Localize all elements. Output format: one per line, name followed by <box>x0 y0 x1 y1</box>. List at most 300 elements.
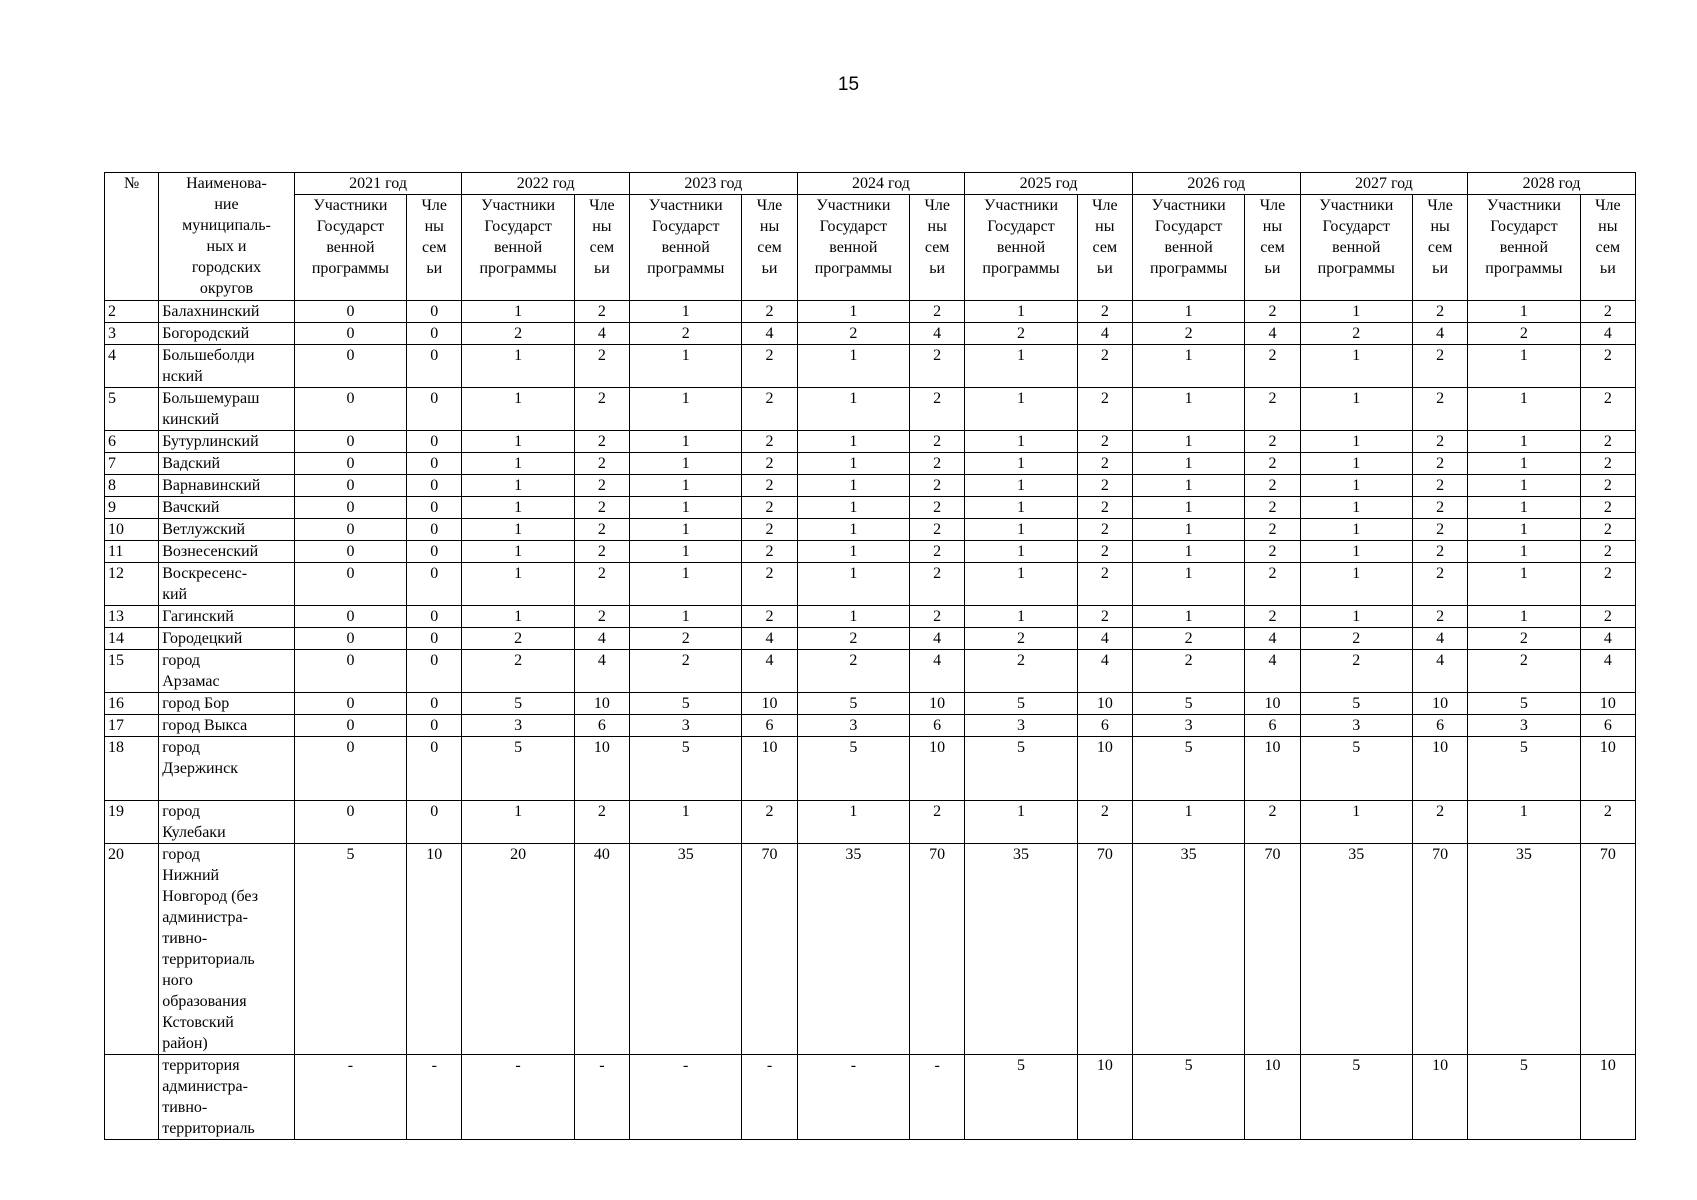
family-value: 0 <box>407 563 462 606</box>
participants-value: 0 <box>294 715 406 737</box>
participants-value: 0 <box>294 301 406 323</box>
participants-value: 1 <box>797 563 909 606</box>
participants-value: 1 <box>1132 801 1244 844</box>
table-row <box>105 801 1636 844</box>
participants-value: 1 <box>1468 606 1580 628</box>
family-value: 2 <box>1245 431 1300 453</box>
family-value: 4 <box>1077 628 1132 650</box>
participants-value: 2 <box>1132 628 1244 650</box>
participants-value: 1 <box>797 453 909 475</box>
participants-value: - <box>797 1055 909 1140</box>
participants-value: 1 <box>462 475 574 497</box>
participants-value: 1 <box>1300 453 1412 475</box>
family-value: 70 <box>1580 844 1635 1055</box>
table-row <box>105 628 1636 650</box>
participants-value: 1 <box>797 541 909 563</box>
row-number: 12 <box>105 563 159 606</box>
participants-value: 3 <box>1468 715 1580 737</box>
participants-value: 1 <box>965 345 1077 388</box>
participants-value: 1 <box>630 388 742 431</box>
participants-value: 1 <box>630 497 742 519</box>
column-header-participants: Участники Государст венной программы <box>630 195 742 301</box>
table-row <box>105 301 1636 323</box>
family-value: 2 <box>910 388 965 431</box>
table-row <box>105 497 1636 519</box>
family-value: 0 <box>407 453 462 475</box>
row-number: 17 <box>105 715 159 737</box>
family-value: 2 <box>1077 475 1132 497</box>
participants-value: 1 <box>1300 301 1412 323</box>
family-value: 2 <box>1413 801 1468 844</box>
family-value: 4 <box>742 323 797 345</box>
family-value: 2 <box>574 431 629 453</box>
column-header-participants: Участники Государст венной программы <box>462 195 574 301</box>
family-value: 2 <box>742 453 797 475</box>
table-row <box>105 715 1636 737</box>
participants-value: 5 <box>462 737 574 801</box>
participants-value: 1 <box>1132 345 1244 388</box>
municipal-participants-table <box>104 172 1636 1140</box>
family-value: 2 <box>1580 475 1635 497</box>
municipality-name: Вачский <box>159 497 295 519</box>
participants-value: 5 <box>1300 693 1412 715</box>
participants-value: 2 <box>1468 628 1580 650</box>
row-number: 19 <box>105 801 159 844</box>
participants-value: 2 <box>630 323 742 345</box>
participants-value: 5 <box>965 693 1077 715</box>
family-value: 4 <box>1077 323 1132 345</box>
participants-value: 1 <box>1468 431 1580 453</box>
row-number: 10 <box>105 519 159 541</box>
family-value: 2 <box>1580 453 1635 475</box>
participants-value: 2 <box>462 323 574 345</box>
participants-value: 5 <box>462 693 574 715</box>
participants-value: 1 <box>965 497 1077 519</box>
participants-value: 1 <box>965 475 1077 497</box>
family-value: 10 <box>1077 693 1132 715</box>
participants-value: 5 <box>630 693 742 715</box>
family-value: 2 <box>1580 431 1635 453</box>
family-value: 4 <box>1245 323 1300 345</box>
family-value: 4 <box>1077 650 1132 693</box>
family-value: 2 <box>1245 563 1300 606</box>
family-value: 2 <box>1245 301 1300 323</box>
participants-value: 2 <box>797 628 909 650</box>
municipality-name: Вадский <box>159 453 295 475</box>
family-value: 10 <box>574 737 629 801</box>
participants-value: 1 <box>462 541 574 563</box>
municipality-name: Богородский <box>159 323 295 345</box>
column-header-year: 2028 год <box>1468 173 1636 195</box>
family-value: 4 <box>910 650 965 693</box>
family-value: 0 <box>407 519 462 541</box>
municipality-name: Большеболди нский <box>159 345 295 388</box>
family-value: 2 <box>1413 453 1468 475</box>
family-value: 0 <box>407 323 462 345</box>
family-value: 2 <box>1245 388 1300 431</box>
family-value: 2 <box>1413 301 1468 323</box>
family-value: 2 <box>574 497 629 519</box>
participants-value: 0 <box>294 497 406 519</box>
family-value: 2 <box>1413 388 1468 431</box>
participants-value: 1 <box>462 519 574 541</box>
participants-value: 5 <box>1468 1055 1580 1140</box>
participants-value: 1 <box>1132 519 1244 541</box>
family-value: 2 <box>1077 606 1132 628</box>
family-value: 0 <box>407 715 462 737</box>
participants-value: 1 <box>797 475 909 497</box>
column-header-participants: Участники Государст венной программы <box>1132 195 1244 301</box>
family-value: 4 <box>910 628 965 650</box>
family-value: 2 <box>574 519 629 541</box>
row-number: 6 <box>105 431 159 453</box>
family-value: 2 <box>1580 541 1635 563</box>
column-header-year: 2027 год <box>1300 173 1468 195</box>
family-value: 0 <box>407 541 462 563</box>
family-value: 40 <box>574 844 629 1055</box>
row-number: 20 <box>105 844 159 1055</box>
participants-value: 2 <box>965 628 1077 650</box>
family-value: 10 <box>910 693 965 715</box>
family-value: 2 <box>1245 541 1300 563</box>
family-value: 2 <box>742 801 797 844</box>
family-value: - <box>407 1055 462 1140</box>
family-value: 2 <box>1077 541 1132 563</box>
family-value: 10 <box>1245 737 1300 801</box>
participants-value: 1 <box>630 519 742 541</box>
participants-value: 5 <box>1468 737 1580 801</box>
family-value: 10 <box>742 693 797 715</box>
column-header-family: Чле ны сем ьи <box>574 195 629 301</box>
family-value: 2 <box>910 345 965 388</box>
family-value: 10 <box>1580 737 1635 801</box>
participants-value: 0 <box>294 801 406 844</box>
family-value: 4 <box>1245 650 1300 693</box>
participants-value: 1 <box>1468 541 1580 563</box>
family-value: - <box>910 1055 965 1140</box>
row-number: 4 <box>105 345 159 388</box>
family-value: 2 <box>1077 388 1132 431</box>
family-value: 4 <box>1413 650 1468 693</box>
row-number: 9 <box>105 497 159 519</box>
participants-value: 1 <box>797 606 909 628</box>
participants-value: 1 <box>630 345 742 388</box>
participants-value: 5 <box>1300 737 1412 801</box>
column-header-participants: Участники Государст венной программы <box>1300 195 1412 301</box>
family-value: 2 <box>742 345 797 388</box>
family-value: 2 <box>1077 563 1132 606</box>
family-value: 2 <box>1413 497 1468 519</box>
family-value: 10 <box>1077 1055 1132 1140</box>
family-value: 10 <box>1413 693 1468 715</box>
participants-value: 1 <box>1132 497 1244 519</box>
municipality-name: Балахнинский <box>159 301 295 323</box>
family-value: 2 <box>1077 519 1132 541</box>
column-header-participants: Участники Государст венной программы <box>294 195 406 301</box>
participants-value: 35 <box>630 844 742 1055</box>
participants-value: 1 <box>1132 475 1244 497</box>
column-header-family: Чле ны сем ьи <box>742 195 797 301</box>
participants-value: 1 <box>965 541 1077 563</box>
family-value: 2 <box>742 431 797 453</box>
family-value: 2 <box>1580 345 1635 388</box>
column-header-year: 2026 год <box>1132 173 1300 195</box>
participants-value: 1 <box>1300 431 1412 453</box>
column-header-year: 2022 год <box>462 173 630 195</box>
participants-value: 1 <box>1132 563 1244 606</box>
municipality-name: Воскресенс- кий <box>159 563 295 606</box>
participants-value: 0 <box>294 475 406 497</box>
participants-value: 0 <box>294 431 406 453</box>
family-value: - <box>574 1055 629 1140</box>
family-value: 2 <box>1580 301 1635 323</box>
municipality-name: город Выкса <box>159 715 295 737</box>
participants-value: 2 <box>630 650 742 693</box>
family-value: 0 <box>407 301 462 323</box>
family-value: 0 <box>407 345 462 388</box>
participants-value: 2 <box>1300 323 1412 345</box>
participants-value: 1 <box>1468 801 1580 844</box>
participants-value: 1 <box>797 801 909 844</box>
participants-value: 1 <box>797 497 909 519</box>
family-value: 2 <box>574 453 629 475</box>
participants-value: 1 <box>1468 563 1580 606</box>
participants-value: 1 <box>462 345 574 388</box>
participants-value: 1 <box>1132 541 1244 563</box>
family-value: 2 <box>1077 301 1132 323</box>
family-value: 70 <box>742 844 797 1055</box>
family-value: 2 <box>1245 345 1300 388</box>
row-number: 8 <box>105 475 159 497</box>
family-value: 10 <box>1580 1055 1635 1140</box>
participants-value: 1 <box>630 475 742 497</box>
participants-value: 1 <box>1468 345 1580 388</box>
family-value: 2 <box>1413 606 1468 628</box>
participants-value: 1 <box>462 388 574 431</box>
table-row <box>105 737 1636 801</box>
participants-value: 1 <box>1300 801 1412 844</box>
family-value: 2 <box>910 541 965 563</box>
family-value: 2 <box>910 563 965 606</box>
family-value: 2 <box>910 431 965 453</box>
family-value: 2 <box>1580 388 1635 431</box>
family-value: 2 <box>1580 519 1635 541</box>
family-value: 2 <box>574 541 629 563</box>
family-value: 10 <box>1245 1055 1300 1140</box>
participants-value: 1 <box>1132 301 1244 323</box>
family-value: 4 <box>1245 628 1300 650</box>
municipality-name: Вознесенский <box>159 541 295 563</box>
family-value: 2 <box>1245 475 1300 497</box>
family-value: 4 <box>910 323 965 345</box>
family-value: 70 <box>1077 844 1132 1055</box>
participants-value: 2 <box>462 650 574 693</box>
participants-value: 2 <box>1132 323 1244 345</box>
table-row <box>105 453 1636 475</box>
participants-value: 2 <box>1468 323 1580 345</box>
participants-value: 1 <box>1300 563 1412 606</box>
table-row <box>105 431 1636 453</box>
family-value: 2 <box>910 801 965 844</box>
participants-value: 0 <box>294 563 406 606</box>
row-number: 3 <box>105 323 159 345</box>
family-value: 10 <box>1077 737 1132 801</box>
table-row <box>105 541 1636 563</box>
family-value: 2 <box>1245 519 1300 541</box>
municipality-name: город Нижний Новгород (без администра- тивно- территориаль ного образования Кстовский район) <box>159 844 295 1055</box>
column-header-family: Чле ны сем ьи <box>1077 195 1132 301</box>
participants-value: 2 <box>462 628 574 650</box>
family-value: 6 <box>742 715 797 737</box>
participants-value: 1 <box>797 431 909 453</box>
participants-value: 2 <box>965 323 1077 345</box>
table-row <box>105 345 1636 388</box>
participants-value: 1 <box>630 453 742 475</box>
table-row <box>105 650 1636 693</box>
participants-value: 1 <box>1132 606 1244 628</box>
table-row <box>105 388 1636 431</box>
participants-value: 5 <box>965 737 1077 801</box>
participants-value: 1 <box>1300 345 1412 388</box>
participants-value: 2 <box>1468 650 1580 693</box>
participants-value: 0 <box>294 693 406 715</box>
family-value: 2 <box>910 519 965 541</box>
column-header-family: Чле ны сем ьи <box>1580 195 1635 301</box>
participants-value: 1 <box>965 431 1077 453</box>
column-header-name: Наименова- ние муниципаль- ных и городских округов <box>159 173 295 301</box>
family-value: 2 <box>1245 453 1300 475</box>
family-value: 2 <box>1077 345 1132 388</box>
municipality-name: территория администра- тивно- территориаль <box>159 1055 295 1140</box>
family-value: 2 <box>574 475 629 497</box>
family-value: 2 <box>1413 345 1468 388</box>
participants-value: 1 <box>1300 519 1412 541</box>
municipality-name: Большемураш кинский <box>159 388 295 431</box>
participants-value: 3 <box>462 715 574 737</box>
participants-value: 3 <box>630 715 742 737</box>
participants-value: 35 <box>1300 844 1412 1055</box>
column-header-family: Чле ны сем ьи <box>1245 195 1300 301</box>
participants-value: 1 <box>1468 475 1580 497</box>
family-value: 2 <box>1413 563 1468 606</box>
family-value: 4 <box>742 628 797 650</box>
participants-value: 1 <box>1132 431 1244 453</box>
family-value: 4 <box>574 650 629 693</box>
family-value: 2 <box>1077 801 1132 844</box>
participants-value: 2 <box>965 650 1077 693</box>
municipality-name: Ветлужский <box>159 519 295 541</box>
participants-value: 2 <box>1132 650 1244 693</box>
participants-value: - <box>630 1055 742 1140</box>
family-value: 2 <box>574 563 629 606</box>
participants-value: 1 <box>965 801 1077 844</box>
table-row <box>105 693 1636 715</box>
municipality-name: город Дзержинск <box>159 737 295 801</box>
family-value: 2 <box>910 606 965 628</box>
family-value: 4 <box>574 323 629 345</box>
municipality-name: город Кулебаки <box>159 801 295 844</box>
family-value: - <box>742 1055 797 1140</box>
participants-value: 1 <box>1468 301 1580 323</box>
column-header-year: 2024 год <box>797 173 965 195</box>
participants-value: 1 <box>630 301 742 323</box>
family-value: 2 <box>910 497 965 519</box>
page-number: 15 <box>837 74 860 95</box>
participants-value: 1 <box>1468 453 1580 475</box>
family-value: 6 <box>574 715 629 737</box>
participants-value: 1 <box>1132 388 1244 431</box>
participants-value: 1 <box>965 388 1077 431</box>
family-value: 2 <box>742 475 797 497</box>
participants-value: 1 <box>797 301 909 323</box>
family-value: 2 <box>1245 497 1300 519</box>
family-value: 2 <box>574 606 629 628</box>
participants-value: 0 <box>294 606 406 628</box>
participants-value: 5 <box>797 737 909 801</box>
participants-value: 5 <box>1132 693 1244 715</box>
column-header-participants: Участники Государст венной программы <box>965 195 1077 301</box>
participants-value: 35 <box>1468 844 1580 1055</box>
participants-value: 5 <box>630 737 742 801</box>
participants-value: 1 <box>462 563 574 606</box>
family-value: 2 <box>742 606 797 628</box>
family-value: 2 <box>1245 606 1300 628</box>
family-value: 6 <box>1580 715 1635 737</box>
family-value: 2 <box>1580 563 1635 606</box>
row-number: 13 <box>105 606 159 628</box>
participants-value: 1 <box>630 563 742 606</box>
family-value: 10 <box>1580 693 1635 715</box>
family-value: 2 <box>1413 475 1468 497</box>
participants-value: 1 <box>797 519 909 541</box>
family-value: 4 <box>1580 323 1635 345</box>
family-value: 10 <box>407 844 462 1055</box>
municipality-name: город Бор <box>159 693 295 715</box>
column-header-participants: Участники Государст венной программы <box>797 195 909 301</box>
row-number: 14 <box>105 628 159 650</box>
family-value: 2 <box>742 519 797 541</box>
family-value: 2 <box>742 563 797 606</box>
municipality-name: Городецкий <box>159 628 295 650</box>
family-value: 6 <box>1077 715 1132 737</box>
participants-value: 1 <box>462 301 574 323</box>
row-number: 7 <box>105 453 159 475</box>
participants-value: 1 <box>630 801 742 844</box>
participants-value: 0 <box>294 323 406 345</box>
family-value: 2 <box>742 541 797 563</box>
participants-value: 0 <box>294 628 406 650</box>
table-row <box>105 563 1636 606</box>
family-value: 2 <box>910 301 965 323</box>
family-value: 70 <box>910 844 965 1055</box>
family-value: 0 <box>407 388 462 431</box>
municipality-name: Варнавинский <box>159 475 295 497</box>
family-value: 2 <box>1413 541 1468 563</box>
participants-value: 3 <box>1300 715 1412 737</box>
family-value: 70 <box>1413 844 1468 1055</box>
family-value: 2 <box>1413 519 1468 541</box>
municipality-name: город Арзамас <box>159 650 295 693</box>
table-row <box>105 323 1636 345</box>
participants-value: 0 <box>294 388 406 431</box>
family-value: 4 <box>574 628 629 650</box>
row-number: 18 <box>105 737 159 801</box>
participants-value: 0 <box>294 737 406 801</box>
table-row <box>105 519 1636 541</box>
participants-value: 1 <box>965 519 1077 541</box>
participants-value: 0 <box>294 345 406 388</box>
municipality-name: Бутурлинский <box>159 431 295 453</box>
